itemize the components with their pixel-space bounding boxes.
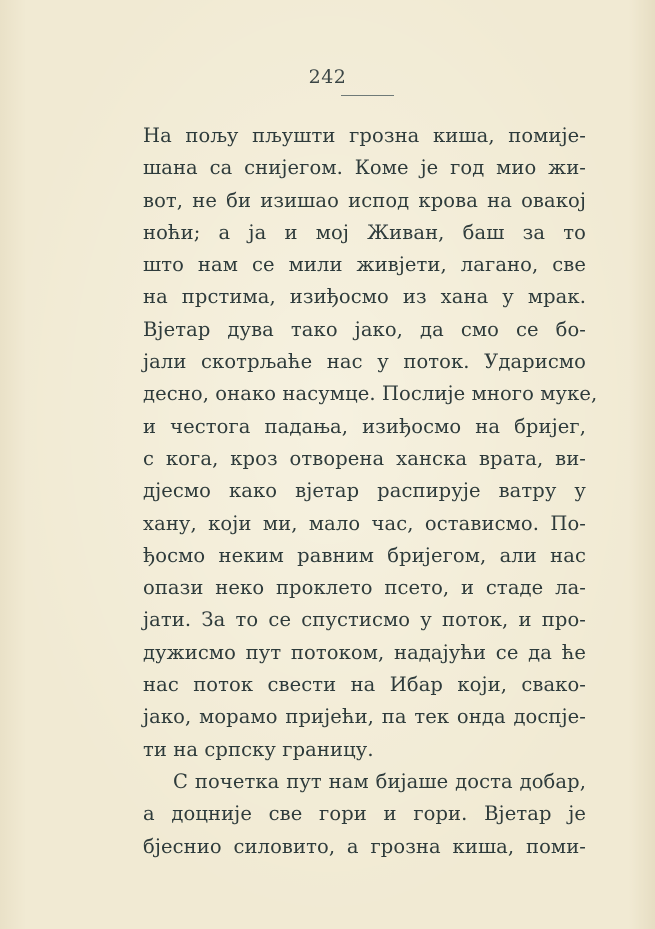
text-line: хану, који ми, мало час, остависмо. По- <box>143 511 586 535</box>
text-line: На пољу пљушти грозна киша, помије- <box>143 124 586 147</box>
text-line: дјесмо како вјетар распирује ватру у <box>143 479 586 503</box>
text-line: јако, морамо пријећи, па тек онда доспје- <box>143 705 586 729</box>
text-line: и честога падања, изиђосмо на бријег, <box>143 414 586 438</box>
text-line: што нам се мили живјети, лагано, све <box>143 253 586 277</box>
text-line: опази неко проклето псето, и стаде ла- <box>143 576 586 600</box>
text-line: а доцније све гори и гори. Вјетар је <box>143 802 586 826</box>
text-line: ђосмо неким равним бријегом, али нас <box>143 543 586 567</box>
text-line: С почетка пут нам бијаше доста добар, <box>173 769 586 793</box>
text-line: дужисмо пут потоком, надајући се да ће <box>143 640 586 664</box>
text-line: с кога, кроз отворена ханска врата, ви- <box>143 446 586 470</box>
text-line: шана са снијегом. Коме је год мио жи- <box>143 156 586 180</box>
text-line: јати. За то се спустисмо у поток, и про- <box>143 608 586 632</box>
text-line: јали скотрљаће нас у поток. Ударисмо <box>143 350 586 374</box>
paragraph <box>143 766 586 863</box>
text-line: бјеснио силовито, а грозна киша, поми- <box>143 834 586 858</box>
text-line: на прстима, изиђосмо из хана у мрак. <box>143 285 586 309</box>
body-text <box>143 120 598 863</box>
text-line: десно, онако насумце. Послије много муке, <box>143 382 598 406</box>
text-line: ти на српску границу. <box>143 737 374 761</box>
text-line: вот, не би изишао испод крова на овакој <box>143 188 586 212</box>
text-line: ноћи; а ја и мој Живан, баш за то <box>143 220 586 244</box>
paragraph <box>143 120 598 766</box>
text-line: нас поток свести на Ибар који, свако- <box>143 673 586 697</box>
text-line: Вјетар дува тако јако, да смо се бо- <box>143 317 586 341</box>
page-number-rule <box>341 95 394 96</box>
page-number: 242 <box>308 66 347 88</box>
